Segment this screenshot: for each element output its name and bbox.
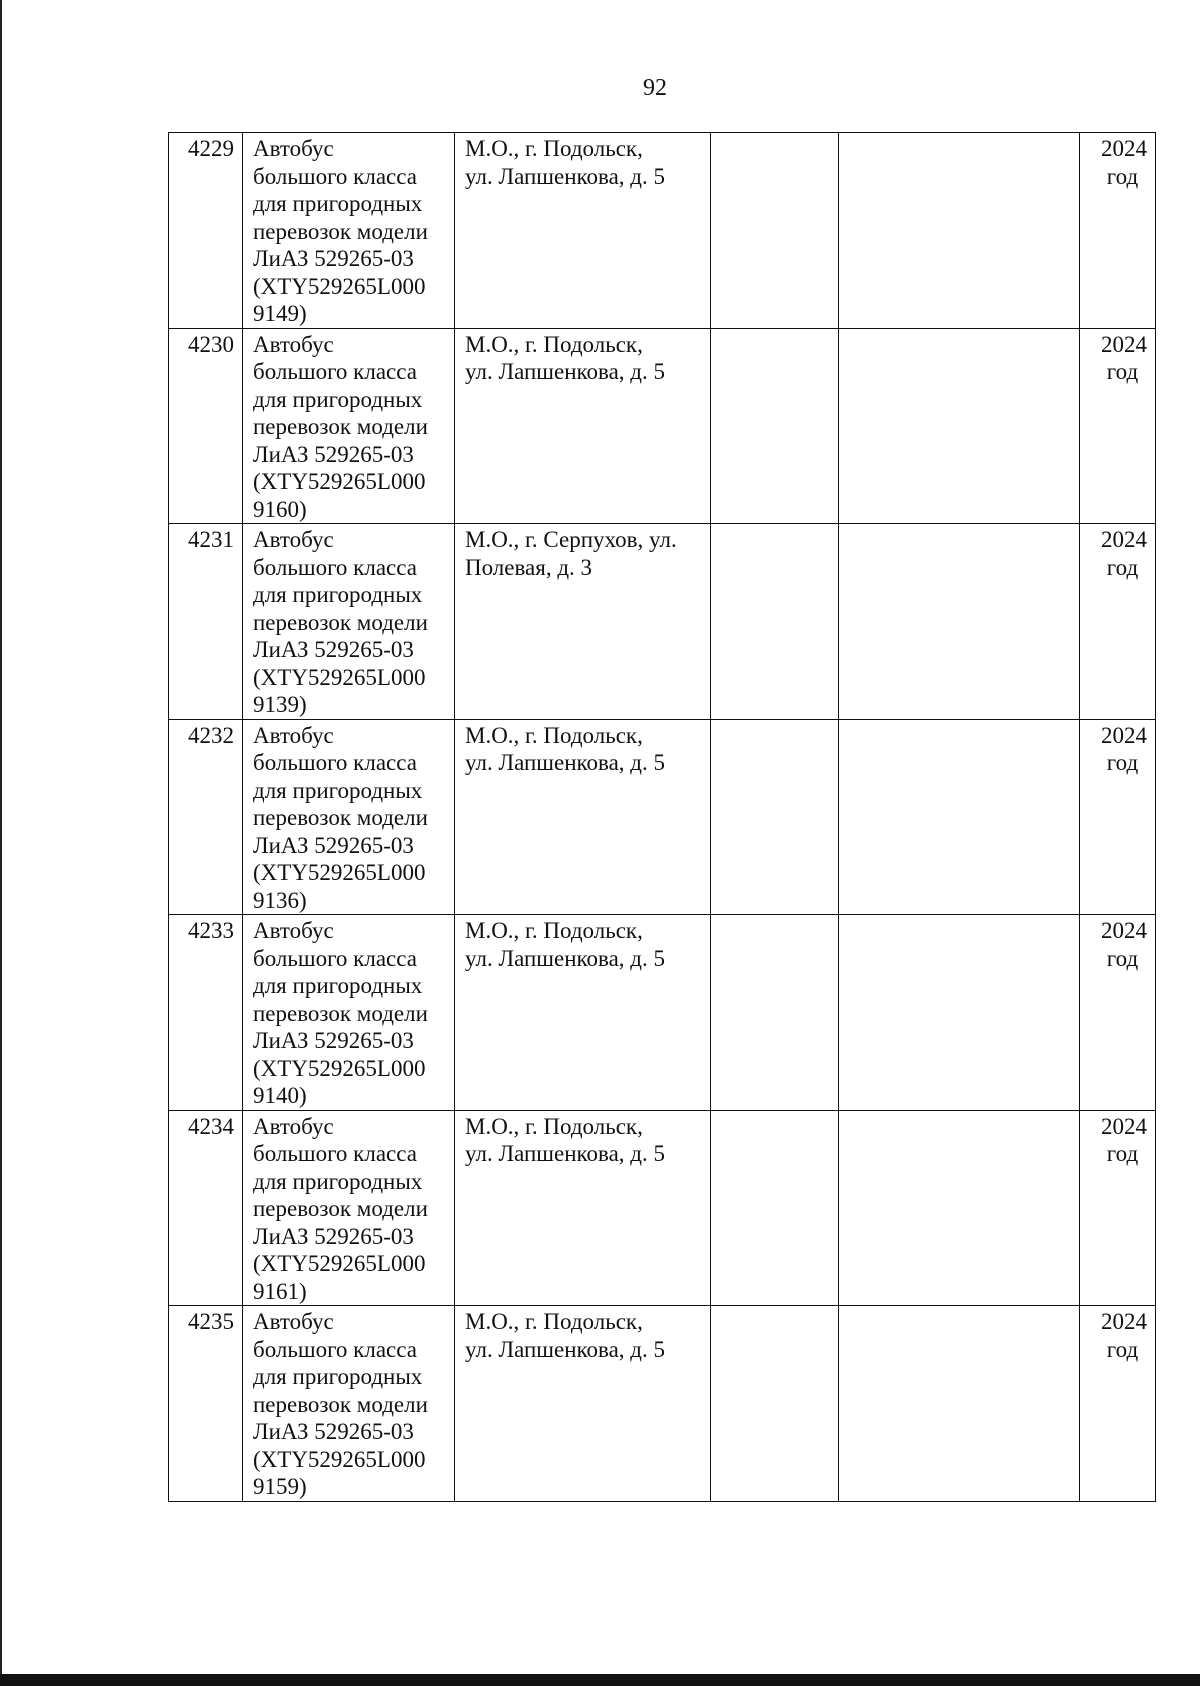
year-value: 2024 xyxy=(1101,527,1147,552)
vehicle-name-line: ЛиАЗ 529265-03 xyxy=(253,1419,414,1444)
address-line: ул. Лапшенкова, д. 5 xyxy=(465,750,665,775)
table-row xyxy=(169,1110,1156,1306)
vehicle-name-cell xyxy=(243,133,455,329)
address-line: М.О., г. Серпухов, ул. xyxy=(465,527,677,552)
table-row xyxy=(169,133,1156,329)
vehicle-name-line: перевозок модели xyxy=(253,1000,428,1026)
row-number-cell: 4229 xyxy=(169,133,243,329)
vehicle-name-line: для пригородных xyxy=(253,1168,423,1194)
vehicle-name-cell xyxy=(243,719,455,915)
address-line: М.О., г. Подольск, xyxy=(465,918,643,943)
vehicle-name-line: перевозок модели xyxy=(253,1391,428,1417)
address-line: М.О., г. Подольск, xyxy=(465,722,643,748)
year-unit: год xyxy=(1106,163,1139,189)
vehicle-name-line: ЛиАЗ 529265-03 xyxy=(253,637,414,662)
vehicle-name-line: ЛиАЗ 529265-03 xyxy=(253,441,414,467)
year-value: 2024 xyxy=(1101,1309,1147,1334)
row-number-cell: 4231 xyxy=(169,524,243,720)
vehicle-name-line: большого класса xyxy=(253,359,417,384)
vehicle-name-line: (XTY529265L000 xyxy=(253,469,426,494)
vehicle-name-line: перевозок модели xyxy=(253,609,428,635)
vehicle-name-line: для пригородных xyxy=(253,582,423,607)
vehicle-name-line: перевозок модели xyxy=(253,218,428,244)
vehicle-name-line: ЛиАЗ 529265-03 xyxy=(253,1223,414,1249)
year-unit: год xyxy=(1106,1336,1139,1362)
vehicle-name-cell xyxy=(243,915,455,1111)
vehicle-name-line: (XTY529265L000 xyxy=(253,273,426,299)
empty-cell xyxy=(839,133,1080,329)
year-value: 2024 xyxy=(1101,331,1147,357)
table-row xyxy=(169,1306,1156,1502)
vehicle-name-line: Автобус xyxy=(253,918,334,943)
scan-bottom-edge xyxy=(0,1674,1200,1686)
vehicle-name-line: 9140) xyxy=(253,1083,307,1108)
vehicle-name-line: большого класса xyxy=(253,554,417,580)
address-cell xyxy=(455,1110,711,1306)
empty-cell xyxy=(711,524,839,720)
row-number-cell: 4235 xyxy=(169,1306,243,1502)
address-line: М.О., г. Подольск, xyxy=(465,331,643,357)
address-line: ул. Лапшенкова, д. 5 xyxy=(465,1336,665,1362)
vehicle-name-cell xyxy=(243,524,455,720)
vehicle-name-cell xyxy=(243,328,455,524)
address-cell xyxy=(455,524,711,720)
empty-cell xyxy=(839,328,1080,524)
address-cell xyxy=(455,719,711,915)
vehicle-name-line: для пригородных xyxy=(253,973,423,998)
vehicle-name-line: перевозок модели xyxy=(253,414,428,439)
vehicle-name-line: большого класса xyxy=(253,945,417,971)
vehicle-name-line: ЛиАЗ 529265-03 xyxy=(253,246,414,271)
vehicle-name-line: ЛиАЗ 529265-03 xyxy=(253,832,414,858)
vehicle-name-line: 9149) xyxy=(253,301,307,326)
vehicle-name-line: 9160) xyxy=(253,496,307,522)
empty-cell xyxy=(711,328,839,524)
empty-cell xyxy=(839,719,1080,915)
year-cell xyxy=(1080,1306,1156,1502)
scan-left-edge xyxy=(0,0,2,1686)
vehicle-name-cell xyxy=(243,1306,455,1502)
vehicle-name-line: (XTY529265L000 xyxy=(253,664,426,690)
vehicle-name-line: Автобус xyxy=(253,136,334,161)
page-number: 92 xyxy=(643,75,667,101)
vehicle-name-line: Автобус xyxy=(253,1113,334,1139)
vehicle-name-line: для пригородных xyxy=(253,386,423,412)
row-number-cell: 4234 xyxy=(169,1110,243,1306)
year-unit: год xyxy=(1106,750,1139,775)
address-cell xyxy=(455,133,711,329)
row-number-cell: 4232 xyxy=(169,719,243,915)
vehicle-name-line: Автобус xyxy=(253,331,334,357)
year-cell xyxy=(1080,719,1156,915)
address-line: М.О., г. Подольск, xyxy=(465,1309,643,1334)
row-number-cell: 4230 xyxy=(169,328,243,524)
table-row xyxy=(169,524,1156,720)
vehicle-registry-table xyxy=(168,132,1156,1502)
vehicle-name-line: большого класса xyxy=(253,750,417,775)
vehicle-name-line: (XTY529265L000 xyxy=(253,1446,426,1472)
vehicle-name-line: 9139) xyxy=(253,692,307,717)
vehicle-name-line: перевозок модели xyxy=(253,805,428,830)
vehicle-name-line: для пригородных xyxy=(253,1364,423,1389)
address-cell xyxy=(455,915,711,1111)
address-cell xyxy=(455,1306,711,1502)
year-unit: год xyxy=(1106,359,1139,384)
vehicle-name-line: большого класса xyxy=(253,1141,417,1166)
vehicle-name-line: ЛиАЗ 529265-03 xyxy=(253,1028,414,1053)
vehicle-name-line: для пригородных xyxy=(253,777,423,803)
year-cell xyxy=(1080,328,1156,524)
row-number-cell: 4233 xyxy=(169,915,243,1111)
vehicle-name-line: 9136) xyxy=(253,887,307,913)
address-line: Полевая, д. 3 xyxy=(465,554,593,580)
table-body xyxy=(169,133,1156,1502)
vehicle-name-line: Автобус xyxy=(253,527,334,552)
vehicle-name-line: Автобус xyxy=(253,722,334,748)
year-cell xyxy=(1080,133,1156,329)
empty-cell xyxy=(711,1110,839,1306)
year-value: 2024 xyxy=(1101,1113,1147,1139)
vehicle-name-line: (XTY529265L000 xyxy=(253,1055,426,1081)
address-line: М.О., г. Подольск, xyxy=(465,1113,643,1139)
table-row xyxy=(169,915,1156,1111)
year-unit: год xyxy=(1106,945,1139,971)
vehicle-name-line: (XTY529265L000 xyxy=(253,1251,426,1276)
year-value: 2024 xyxy=(1101,722,1147,748)
year-value: 2024 xyxy=(1101,136,1147,161)
address-line: ул. Лапшенкова, д. 5 xyxy=(465,163,665,189)
year-unit: год xyxy=(1106,554,1139,580)
empty-cell xyxy=(711,915,839,1111)
address-cell xyxy=(455,328,711,524)
year-cell xyxy=(1080,524,1156,720)
vehicle-name-line: 9161) xyxy=(253,1278,307,1304)
vehicle-name-line: (XTY529265L000 xyxy=(253,860,426,885)
empty-cell xyxy=(839,915,1080,1111)
empty-cell xyxy=(711,133,839,329)
vehicle-name-line: 9159) xyxy=(253,1474,307,1499)
address-line: ул. Лапшенкова, д. 5 xyxy=(465,1141,665,1166)
year-cell xyxy=(1080,1110,1156,1306)
vehicle-name-line: большого класса xyxy=(253,1336,417,1362)
address-line: ул. Лапшенкова, д. 5 xyxy=(465,359,665,384)
empty-cell xyxy=(839,1306,1080,1502)
year-cell xyxy=(1080,915,1156,1111)
address-line: М.О., г. Подольск, xyxy=(465,136,643,161)
table-row xyxy=(169,328,1156,524)
empty-cell xyxy=(711,719,839,915)
vehicle-name-line: Автобус xyxy=(253,1309,334,1334)
year-unit: год xyxy=(1106,1141,1139,1166)
vehicle-name-cell xyxy=(243,1110,455,1306)
vehicle-name-line: большого класса xyxy=(253,163,417,189)
address-line: ул. Лапшенкова, д. 5 xyxy=(465,945,665,971)
year-value: 2024 xyxy=(1101,918,1147,943)
vehicle-name-line: перевозок модели xyxy=(253,1196,428,1221)
empty-cell xyxy=(839,1110,1080,1306)
empty-cell xyxy=(839,524,1080,720)
vehicle-name-line: для пригородных xyxy=(253,191,423,216)
empty-cell xyxy=(711,1306,839,1502)
table-row xyxy=(169,719,1156,915)
